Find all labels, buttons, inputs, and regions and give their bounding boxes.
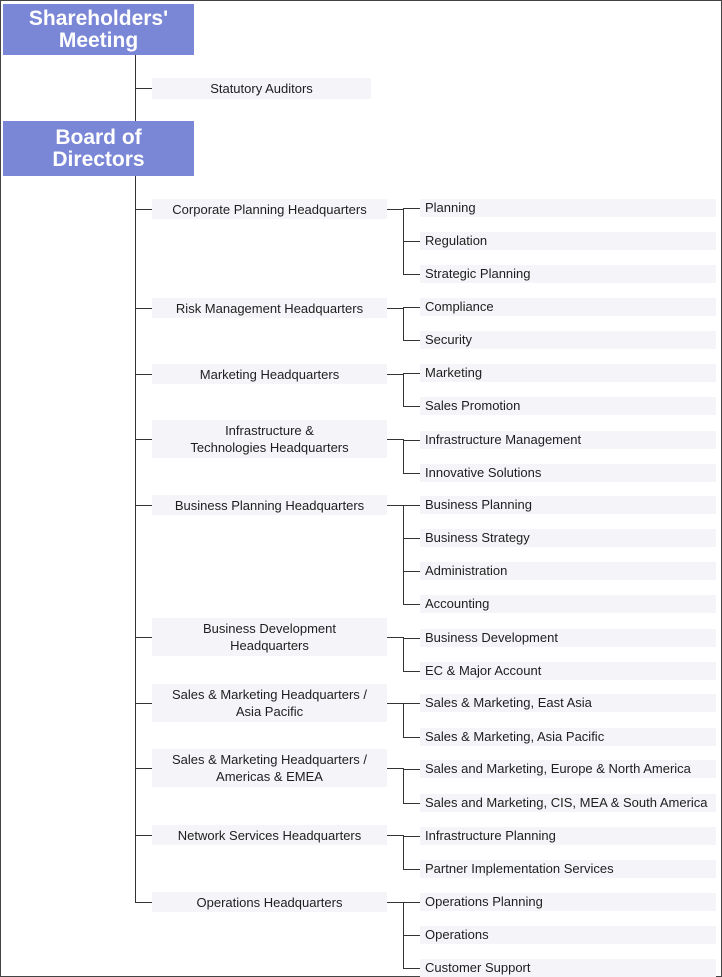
sub-branch-line [403, 505, 420, 506]
sub-branch-line [403, 836, 420, 837]
hq-branch-line [135, 439, 152, 440]
sub-branch-line [403, 968, 420, 969]
sub-branch-line [403, 307, 420, 308]
sub-branch-line [403, 902, 420, 903]
department-item: Sales and Marketing, CIS, MEA & South America [420, 794, 716, 812]
sub-branch-line [403, 473, 420, 474]
department-item: Operations Planning [420, 893, 716, 911]
hq-connector-line [387, 308, 403, 309]
hq-branch-line [135, 637, 152, 638]
department-item: EC & Major Account [420, 662, 716, 680]
hq-box: Infrastructure & Technologies Headquarters [152, 420, 387, 458]
department-item: Sales Promotion [420, 397, 716, 415]
hq-box: Network Services Headquarters [152, 825, 387, 845]
department-item: Sales and Marketing, Europe & North America [420, 760, 716, 778]
sub-vertical-line [403, 505, 404, 604]
sub-branch-line [403, 571, 420, 572]
hq-connector-line [387, 768, 403, 769]
sub-branch-line [403, 935, 420, 936]
hq-box: Sales & Marketing Headquarters / Asia Pacific [152, 684, 387, 722]
department-item: Infrastructure Planning [420, 827, 716, 845]
hq-connector-line [387, 439, 403, 440]
sub-vertical-line [403, 768, 404, 803]
hq-box: Business Development Headquarters [152, 618, 387, 656]
department-item: Security [420, 331, 716, 349]
sub-branch-line [403, 737, 420, 738]
sub-vertical-line [403, 439, 404, 473]
hq-branch-line [135, 703, 152, 704]
hq-connector-line [387, 835, 403, 836]
department-item: Strategic Planning [420, 265, 716, 283]
sub-branch-line [403, 604, 420, 605]
hq-branch-line [135, 768, 152, 769]
department-item: Innovative Solutions [420, 464, 716, 482]
sub-branch-line [403, 638, 420, 639]
department-item: Business Planning [420, 496, 716, 514]
hq-box: Risk Management Headquarters [152, 298, 387, 318]
sub-branch-line [403, 671, 420, 672]
hq-connector-line [387, 505, 403, 506]
hq-box: Operations Headquarters [152, 892, 387, 912]
statutory-auditors-box: Statutory Auditors [152, 78, 371, 99]
hq-box: Sales & Marketing Headquarters / Americas & EMEA [152, 749, 387, 787]
hq-box: Corporate Planning Headquarters [152, 199, 387, 219]
sub-branch-line [403, 538, 420, 539]
sub-branch-line [403, 769, 420, 770]
sub-branch-line [403, 340, 420, 341]
department-item: Marketing [420, 364, 716, 382]
sub-branch-line [403, 869, 420, 870]
department-item: Infrastructure Management [420, 431, 716, 449]
sub-branch-line [403, 703, 420, 704]
department-item: Business Development [420, 629, 716, 647]
department-item: Accounting [420, 595, 716, 613]
sub-vertical-line [403, 703, 404, 737]
hq-branch-line [135, 308, 152, 309]
sub-branch-line [403, 274, 420, 275]
department-item: Partner Implementation Services [420, 860, 716, 878]
department-item: Regulation [420, 232, 716, 250]
department-item: Sales & Marketing, Asia Pacific [420, 728, 716, 746]
department-item: Operations [420, 926, 716, 944]
department-item: Compliance [420, 298, 716, 316]
sub-vertical-line [403, 373, 404, 406]
sub-branch-line [403, 373, 420, 374]
board-of-directors-box: Board of Directors [3, 121, 194, 176]
hq-box: Marketing Headquarters [152, 364, 387, 384]
hq-box: Business Planning Headquarters [152, 495, 387, 515]
sub-vertical-line [403, 637, 404, 671]
auditors-connector [135, 88, 152, 89]
department-item: Planning [420, 199, 716, 217]
department-item: Sales & Marketing, East Asia [420, 694, 716, 712]
hq-connector-line [387, 902, 403, 903]
sub-branch-line [403, 803, 420, 804]
board-trunk-line [135, 176, 136, 902]
sub-vertical-line [403, 835, 404, 869]
sub-branch-line [403, 440, 420, 441]
sub-branch-line [403, 406, 420, 407]
sub-branch-line [403, 208, 420, 209]
sub-vertical-line [403, 307, 404, 340]
department-item: Administration [420, 562, 716, 580]
hq-branch-line [135, 209, 152, 210]
sub-branch-line [403, 241, 420, 242]
hq-connector-line [387, 703, 403, 704]
department-item: Business Strategy [420, 529, 716, 547]
shareholders-meeting-box: Shareholders' Meeting [3, 4, 194, 55]
hq-branch-line [135, 902, 152, 903]
hq-branch-line [135, 835, 152, 836]
hq-connector-line [387, 637, 403, 638]
department-item: Customer Support [420, 959, 716, 977]
hq-connector-line [387, 209, 403, 210]
hq-branch-line [135, 374, 152, 375]
hq-branch-line [135, 505, 152, 506]
hq-connector-line [387, 374, 403, 375]
